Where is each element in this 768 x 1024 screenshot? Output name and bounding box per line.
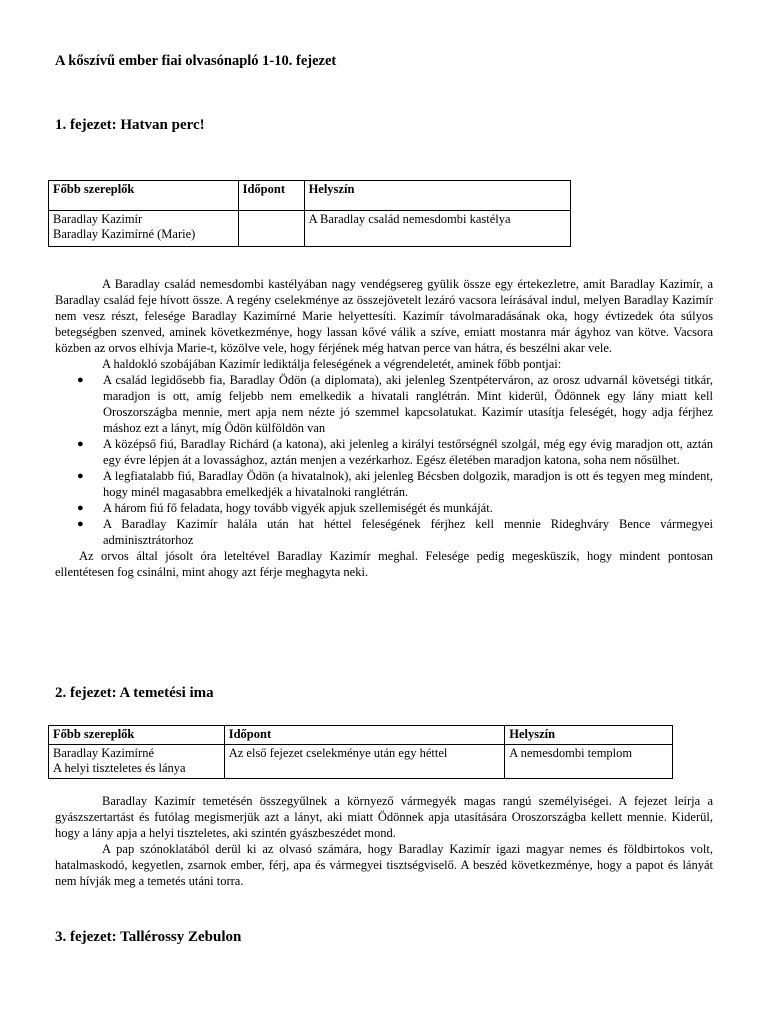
- chapter-2-heading: 2. fejezet: A temetési ima: [55, 685, 214, 701]
- list-item-text: A legfiatalabb fiú, Baradlay Ödön (a hivatalnok), aki jelenleg Bécsben dolgozik, maradjon is ott és tegyen meg mindent, hogy minél magasabbra emelkedjék a hivatalnoki ranglétrán.: [103, 469, 713, 499]
- paragraph: A pap szónoklatából derül ki az olvasó számára, hogy Baradlay Kazimír igazi magyar nemes és földbirtokos volt, hatalmaskodó, kegyetlen, zsarnok ember, férj, apa és vármegyei tisztségviselő. A beszéd következménye, hogy a papot és lányát nem hívják meg a temetés utáni torra.: [55, 842, 713, 888]
- table-row: [49, 211, 571, 247]
- bullet-icon: ●: [77, 470, 84, 482]
- list-item: [77, 500, 713, 516]
- character-name: A helyi tiszteletes és lánya: [53, 761, 186, 775]
- cell-time: [238, 211, 304, 247]
- list-item-text: A középső fiú, Baradlay Richárd (a katona), aki jelenleg a királyi testőrségnél szolgál, még egy évig maradjon ott, aztán egy évre lépjen át a lovassághoz, aztán menjen a vezérkarhoz. Egész életében maradjon katona, soha nem nősülhet.: [103, 437, 713, 467]
- list-item: [77, 468, 713, 500]
- list-item: [77, 516, 713, 548]
- header-time: Időpont: [224, 726, 505, 745]
- header-time: Időpont: [238, 181, 304, 211]
- table-header-row: [49, 726, 673, 745]
- paragraph: A haldokló szobájában Kazimír lediktálja feleségének a végrendeletét, aminek főbb pontjai:: [102, 357, 562, 371]
- character-name: Baradlay Kazimírné (Marie): [53, 227, 196, 241]
- will-points-list: [55, 372, 713, 548]
- cell-time: Az első fejezet cselekménye után egy héttel: [224, 745, 505, 779]
- bullet-icon: ●: [77, 518, 84, 530]
- header-place: Helyszín: [304, 181, 570, 211]
- character-name: Baradlay Kazimír: [53, 212, 143, 226]
- cell-characters: [49, 211, 239, 247]
- table-header-row: [49, 181, 571, 211]
- header-characters: Főbb szereplők: [49, 726, 225, 745]
- paragraph: Az orvos által jósolt óra leteltével Baradlay Kazimír meghal. Felesége pedig megesküszik, hogy mindent pontosan ellentétesen fog csinálni, mint ahogy azt férje meghagyta neki.: [55, 549, 713, 579]
- chapter-3-heading: 3. fejezet: Tallérossy Zebulon: [55, 929, 242, 945]
- bullet-icon: ●: [77, 374, 84, 386]
- header-characters: Főbb szereplők: [49, 181, 239, 211]
- cell-place: A nemesdombi templom: [505, 745, 673, 779]
- bullet-icon: ●: [77, 502, 84, 514]
- paragraph: Baradlay Kazimír temetésén összegyűlnek a környező vármegyék magas rangú személyiségei. A fejezet leírja a gyászszertartást és futólag megismerjük azt a lányt, aki miatt Ödönnek apja utasítására Oroszországba kellett mennie. Kiderül, hogy a lány apja a helyi tiszteletes, aki szintén gyászbeszédet mond.: [55, 794, 713, 840]
- header-place: Helyszín: [505, 726, 673, 745]
- list-item-text: A három fiú fő feladata, hogy tovább vigyék apjuk szellemiségét és munkáját.: [103, 501, 493, 515]
- cell-place: A Baradlay család nemesdombi kastélya: [304, 211, 570, 247]
- paragraph: A Baradlay család nemesdombi kastélyában nagy vendégsereg gyülik össze egy értekezletre, amit Baradlay Kazimír, a Baradlay család feje hívott össze. A regény cselekménye az összejövetelt lezáró vacsora leírásával indul, melyen Baradlay Kazimír nem vesz részt, felesége Baradlay Kazimírné Marie helyettesíti. Kazimír távolmaradásának oka, hogy évtizedek óta súlyos betegségben szenved, aminek következménye, hogy lassan kővé válik a szíve, emiatt mostanra már ágyhoz van kötve. Vacsora közben az orvos elhívja Marie-t, közölve vele, hogy férjének még hatvan perce van hátra, és beszélni akar vele.: [55, 277, 713, 355]
- chapter-1-body: [55, 276, 713, 580]
- character-name: Baradlay Kazimírné: [53, 746, 154, 760]
- table-row: [49, 745, 673, 779]
- bullet-icon: ●: [77, 438, 84, 450]
- chapter-1-table: [48, 180, 571, 247]
- chapter-1-heading: 1. fejezet: Hatvan perc!: [55, 117, 205, 133]
- list-item-text: A család legidősebb fia, Baradlay Ödön (a diplomata), aki jelenleg Szentpéterváron, az orosz udvarnál követségi titkár, maradjon is ott, amíg feljebb nem emelkedik a hivatali ranglétrán. Mint kiderül, Ödönnek egy lány miatt kell Oroszországba mennie, mert apja nem nézte jó szemmel kapcsolatukat. Kazimír utasítja feleségét, hogy adja férjhez máshoz ezt a lányt, míg Ödön külföldön van: [103, 373, 713, 435]
- list-item: [77, 372, 713, 436]
- chapter-2-body: [55, 793, 713, 889]
- document-title: A kőszívű ember fiai olvasónapló 1-10. fejezet: [55, 53, 337, 69]
- cell-characters: [49, 745, 225, 779]
- list-item: [77, 436, 713, 468]
- list-item-text: A Baradlay Kazimír halála után hat héttel feleségének férjhez kell mennie Rideghváry Bence vármegyei adminisztrátorhoz: [103, 517, 713, 547]
- chapter-2-table: [48, 725, 673, 779]
